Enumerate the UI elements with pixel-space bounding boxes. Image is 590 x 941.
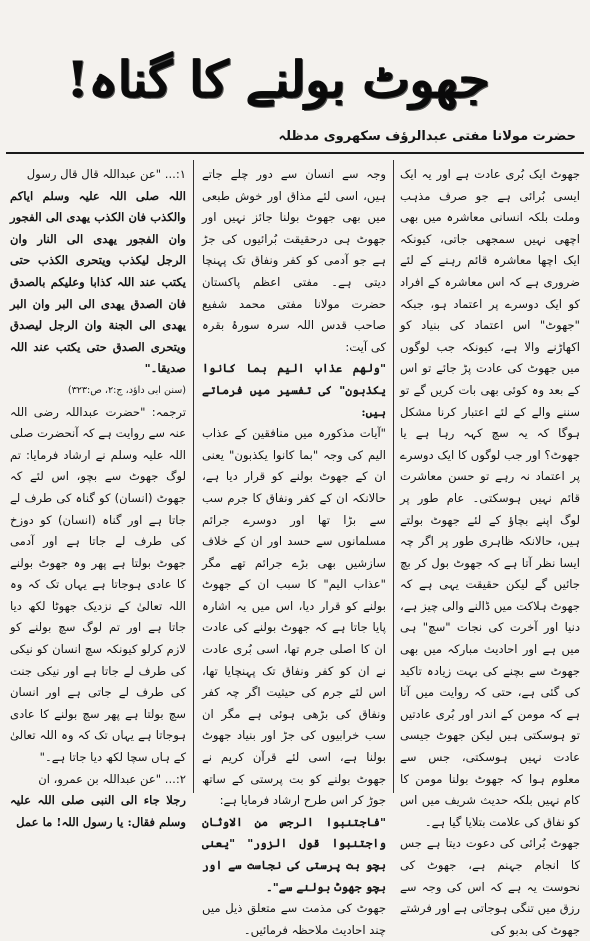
column-divider: [193, 160, 194, 793]
column-divider: [393, 160, 394, 793]
text-column-right: [400, 164, 580, 937]
hadith-intro: ۱:... "عن عبداللہ قال قال رسول: [26, 167, 186, 181]
paragraph: جھوٹ بُرائی کی دعوت دیتا ہے جس کا انجام جہنم ہے، جھوٹ کی نحوست یہ ہے کہ اس کی وجہ سے رزق میں تنگی ہوجاتی ہے اور فرشتے جھوٹ کی بدبو کی: [400, 836, 580, 937]
text-column-middle: [202, 164, 386, 937]
hadith-arabic-text: اللہ صلی اللہ علیہ وسلم ایاکم والکذب فان الکذب یهدی الی الفجور وان الفجور یهدی الی النار وان الرجل لیکذب ویتحری الکذب حتی یکتب عند اللہ کذابا وعلیکم بالصدق فان الصدق یهدی الی البر وان البر یهدی الی الجنة وان الرجل لیصدق ویتحری الصدق حتی یکتب عند اللہ صدیقا۔": [10, 188, 186, 376]
paragraph: وجہ سے انسان سے دور چلے جاتے ہیں، اسی لئے مذاق اور خوش طبعی میں بھی جھوٹ بولنا جائز نہیں اور جھوٹ ہی درحقیقت بُرائیوں کی جڑ ہے جو آدمی کو کفر ونفاق تک پہنچا دیتی ہے۔ مفتی اعظم پاکستان حضرت مولانا مفتی محمد شفیع صاحب قدس اللہ سرہ سورۂ بقرہ کی آیت:: [202, 167, 386, 354]
hadith-reference: (سنن ابی داؤد، ج:۲، ص:۳۲۳): [67, 384, 186, 396]
tafseer-quote: "آیات مذکورہ میں منافقین کے عذاب الیم کی وجہ "بما كانوا يكذبون" یعنی ان کے جھوٹ بولنے کو قرار دیا ہے، حالانکہ ان کے کفر ونفاق کا جرم سب سے بڑا تھا اور دوسرے جرائم مسلمانوں سے حسد اور ان کے خلاف سازشیں بھی بڑے جرائم تھے مگر "عذاب الیم" کا سبب ان کے جھوٹ بولنے کو قرار دیا، اس میں یہ اشارہ پایا جاتا ہے کہ جھوٹ بولنے کی عادت ان کا اصلی جرم تھا، اسی بُری عادت نے ان کو کفر ونفاق تک پہنچایا تھا، اس لئے جرم کی حیثیت اگر چہ کفر ونفاق کی بڑھی ہوئی ہے مگر ان سب خرابیوں کی جڑ اور بنیاد جھوٹ بولنا ہے، اسی لئے قرآن کریم نے جھوٹ بولنے کو بت پرستی کے ساتھ جوڑ کر اس طرح ارشاد فرمایا ہے:: [202, 426, 386, 808]
article-title: جھوٹ بولنے کا گناہ!: [67, 50, 490, 109]
quran-verse: "فاجتنبوا الرجس من الاوثان واجتنبوا قول الزور" "یعنی بچو بت پرستی کی نجاست سے اور بچو جھوٹ بولنے سے"۔: [202, 814, 386, 894]
text-column-left: [10, 164, 186, 829]
hadith-intro: ۲:... "عن عبداللہ بن عمرو، ان: [38, 771, 186, 786]
hadith-translation: ترجمہ: "حضرت عبداللہ رضی اللہ عنہ سے روایت ہے کہ آنحضرت صلی اللہ علیہ وسلم نے ارشاد فرمایا: تم لوگ جھوٹ سے بچو، اس لئے کہ جھوٹ (انسان) کو گناہ کی طرف لے جاتا ہے اور گناہ (انسان) کو دوزخ کی طرف لے جاتا ہے اور آدمی جھوٹ بولتا ہے پھر وہ جھوٹ بولنے کا عادی ہوجاتا ہے یہاں تک کہ وہ اللہ تعالیٰ کے نزدیک جھوٹا لکھ دیا جاتا ہے اور تم لوگ سچ بولنے کو لازم کرلو کیونکہ سچ انسان کو نیکی کی طرف لے جاتا ہے اور نیکی جنت کی طرف لے جاتی ہے اور انسان سچ بولتا ہے پھر سچ بولنے کا عادی ہوجاتا ہے یہاں تک کہ وہ اللہ تعالیٰ کے ہاں سچا لکھ دیا جاتا ہے۔": [10, 404, 186, 765]
header-rule: [6, 152, 584, 154]
paragraph: جھوٹ ایک بُری عادت ہے اور یہ ایک ایسی بُرائی ہے جو صرف مذہب وملت بلکہ انسانی معاشرہ میں بھی اچھی نہیں سمجھی جاتی، کیونکہ ایک اچھا معاشرہ قائم رہنے کے لئے ضروری ہے کہ اس معاشرہ کے افراد کو ایک دوسرے پر اعتماد ہو، جبکہ "جھوٹ" اس اعتماد کی بنیاد کو اکھاڑنے والا ہے، کیونکہ جب لوگوں میں جھوٹ کی عادت پڑ جائے تو اس کے بعد وہ کوئی بھی بات کریں گے تو سننے والے کے لئے اعتبار کرنا مشکل ہوگا کہ یہ سچ کہہ رہا ہے یا جھوٹ؟ اور جب لوگوں کا ایک دوسرے پر اعتماد نہ رہے تو حسن معاشرت قائم نہیں ہوسکتی۔ عام طور پر لوگ اپنے بچاؤ کے لئے جھوٹ بولتے ہیں، حالانکہ ظاہری طور پر اگر چہ ایسا نظر آتا ہے کہ جھوٹ بول کر بچ جائیں گے لیکن حقیقت یہی ہے کہ جھوٹ ہلاکت میں ڈالنے والی چیز ہے، دنیا اور آخرت کی نجات "سچ" ہی میں ہے اور احادیث مبارکہ میں بھی جھوٹ سے بچنے کی بہت زیادہ تاکید کی گئی ہے، حتی کہ روایت میں آتا ہے کہ مومن کے اندر اور بُری عادتیں تو ہوسکتی ہیں لیکن جھوٹ جیسی عادت نہیں ہوسکتی، جس سے معلوم ہوا کہ جھوٹ بولنا مومن کا کام نہیں بلکہ حدیث شریف میں اس کو نفاق کی علامت بتلایا گیا ہے۔: [400, 167, 580, 829]
author-byline: حضرت مولانا مفتی عبدالرؤف سکھروی مدظلہ: [278, 129, 576, 144]
paragraph: جھوٹ کی مذمت سے متعلق ذیل میں چند احادیث ملاحظہ فرمائیں۔: [202, 901, 386, 937]
hadith-arabic-text: رجلا جاء الی النبی صلی اللہ علیہ وسلم فقال: یا رسول اللہ! ما عمل: [10, 793, 186, 829]
quran-verse: "ولهم عذاب اليم بما كانوا يكذبون" کی تفسیر میں فرماتے ہیں:: [202, 361, 386, 419]
